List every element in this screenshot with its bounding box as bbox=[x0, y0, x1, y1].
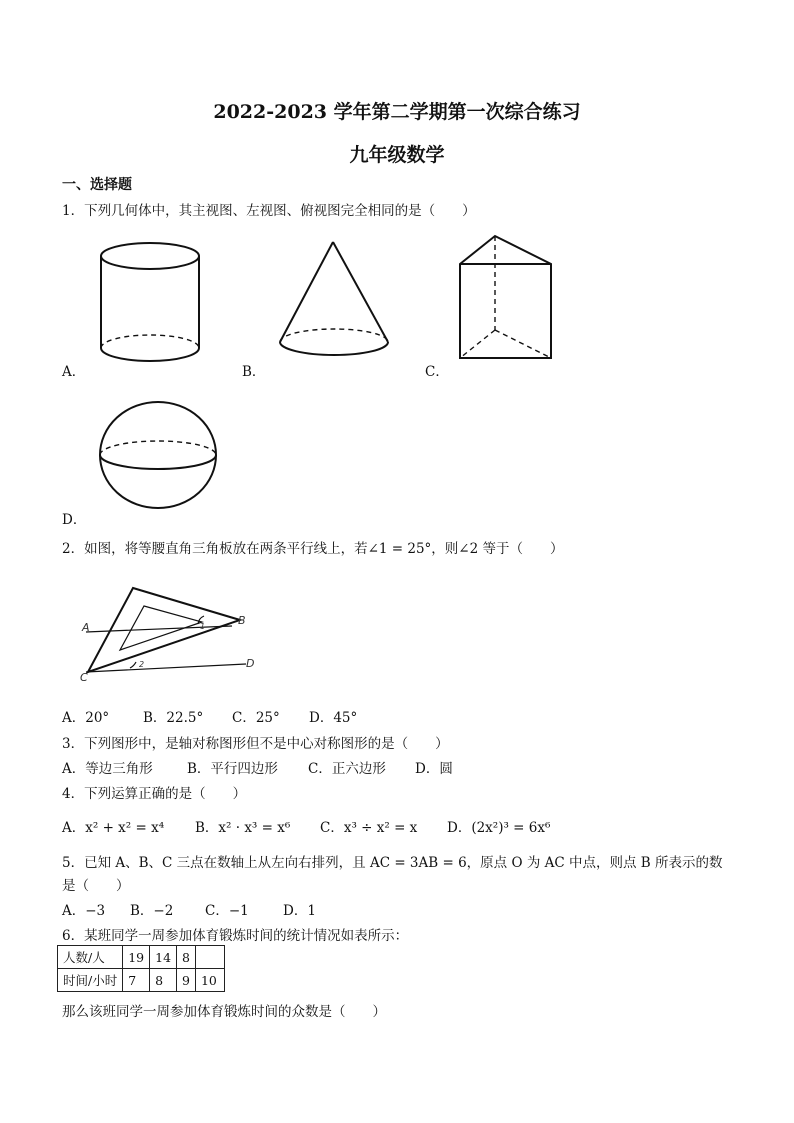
triangle-ruler-figure bbox=[80, 580, 270, 690]
cone-figure bbox=[270, 238, 400, 368]
q3-option-d: D．圆 bbox=[415, 761, 453, 777]
q5-option-a: A．−3 bbox=[62, 903, 106, 919]
question-6-prompt: 那么该班同学一周参加体育锻炼时间的众数是（ ） bbox=[62, 1004, 386, 1020]
q2-option-d: D．45° bbox=[309, 710, 358, 726]
table-cell: 8 bbox=[150, 969, 177, 992]
q2-option-c: C．25° bbox=[232, 710, 280, 726]
section-heading: 一、选择题 bbox=[62, 177, 132, 193]
q3-option-c: C．正六边形 bbox=[308, 761, 386, 777]
page-title: 2022-2023 学年第二学期第一次综合练习 bbox=[213, 101, 581, 123]
q5-option-b: B．−2 bbox=[130, 903, 174, 919]
table-cell: 7 bbox=[123, 969, 150, 992]
q1-label-d: D． bbox=[62, 512, 87, 528]
q3-option-b: B．平行四边形 bbox=[187, 761, 278, 777]
question-3-stem: 3．下列图形中，是轴对称图形但不是中心对称图形的是（ ） bbox=[62, 736, 449, 752]
q1-label-b: B． bbox=[242, 364, 266, 380]
table-cell bbox=[195, 946, 224, 969]
table-cell: 9 bbox=[177, 969, 196, 992]
sphere-figure bbox=[97, 400, 227, 515]
stats-table bbox=[57, 945, 225, 992]
fig-label-d: D bbox=[246, 657, 255, 670]
table-cell: 时间/小时 bbox=[58, 969, 123, 992]
fig-angle-1: 1 bbox=[200, 622, 206, 631]
fig-angle-2: 2 bbox=[139, 660, 145, 669]
fig-label-b: B bbox=[238, 614, 246, 627]
q1-label-a: A． bbox=[62, 364, 86, 380]
q2-option-a: A．20° bbox=[62, 710, 110, 726]
q4-option-d: D．(2x²)³ = 6x⁶ bbox=[447, 820, 551, 836]
fig-label-c: C bbox=[80, 671, 88, 684]
q4-option-b: B．x² · x³ = x⁶ bbox=[195, 820, 291, 836]
question-4-stem: 4．下列运算正确的是（ ） bbox=[62, 786, 247, 802]
q3-option-a: A．等边三角形 bbox=[62, 761, 153, 777]
question-1-stem: 1．下列几何体中，其主视图、左视图、俯视图完全相同的是（ ） bbox=[62, 203, 476, 219]
table-cell: 14 bbox=[150, 946, 177, 969]
table-row bbox=[58, 946, 225, 969]
q4-option-c: C．x³ ÷ x² = x bbox=[320, 820, 418, 836]
q2-option-b: B．22.5° bbox=[143, 710, 204, 726]
question-5-stem-line2: 是（ ） bbox=[62, 878, 130, 894]
cylinder-figure bbox=[95, 238, 210, 368]
question-2-stem: 2．如图，将等腰直角三角板放在两条平行线上，若∠1 = 25°，则∠2 等于（ ） bbox=[62, 541, 564, 557]
table-cell: 19 bbox=[123, 946, 150, 969]
q4-option-a: A．x² + x² = x⁴ bbox=[62, 820, 165, 836]
prism-figure bbox=[453, 232, 563, 367]
q1-label-c: C． bbox=[425, 364, 449, 380]
table-cell: 8 bbox=[177, 946, 196, 969]
question-5-stem-line1: 5．已知 A、B、C 三点在数轴上从左向右排列，且 AC = 3AB = 6，原点 O 为 AC 中点，则点 B 所表示的数 bbox=[62, 855, 723, 871]
fig-label-a: A bbox=[82, 621, 90, 634]
q5-option-c: C．−1 bbox=[205, 903, 249, 919]
question-6-stem: 6．某班同学一周参加体育锻炼时间的统计情况如表所示： bbox=[62, 928, 409, 944]
table-cell: 10 bbox=[195, 969, 224, 992]
table-cell: 人数/人 bbox=[58, 946, 123, 969]
q5-option-d: D．1 bbox=[283, 903, 316, 919]
table-row bbox=[58, 969, 225, 992]
page-subtitle: 九年级数学 bbox=[349, 144, 445, 166]
